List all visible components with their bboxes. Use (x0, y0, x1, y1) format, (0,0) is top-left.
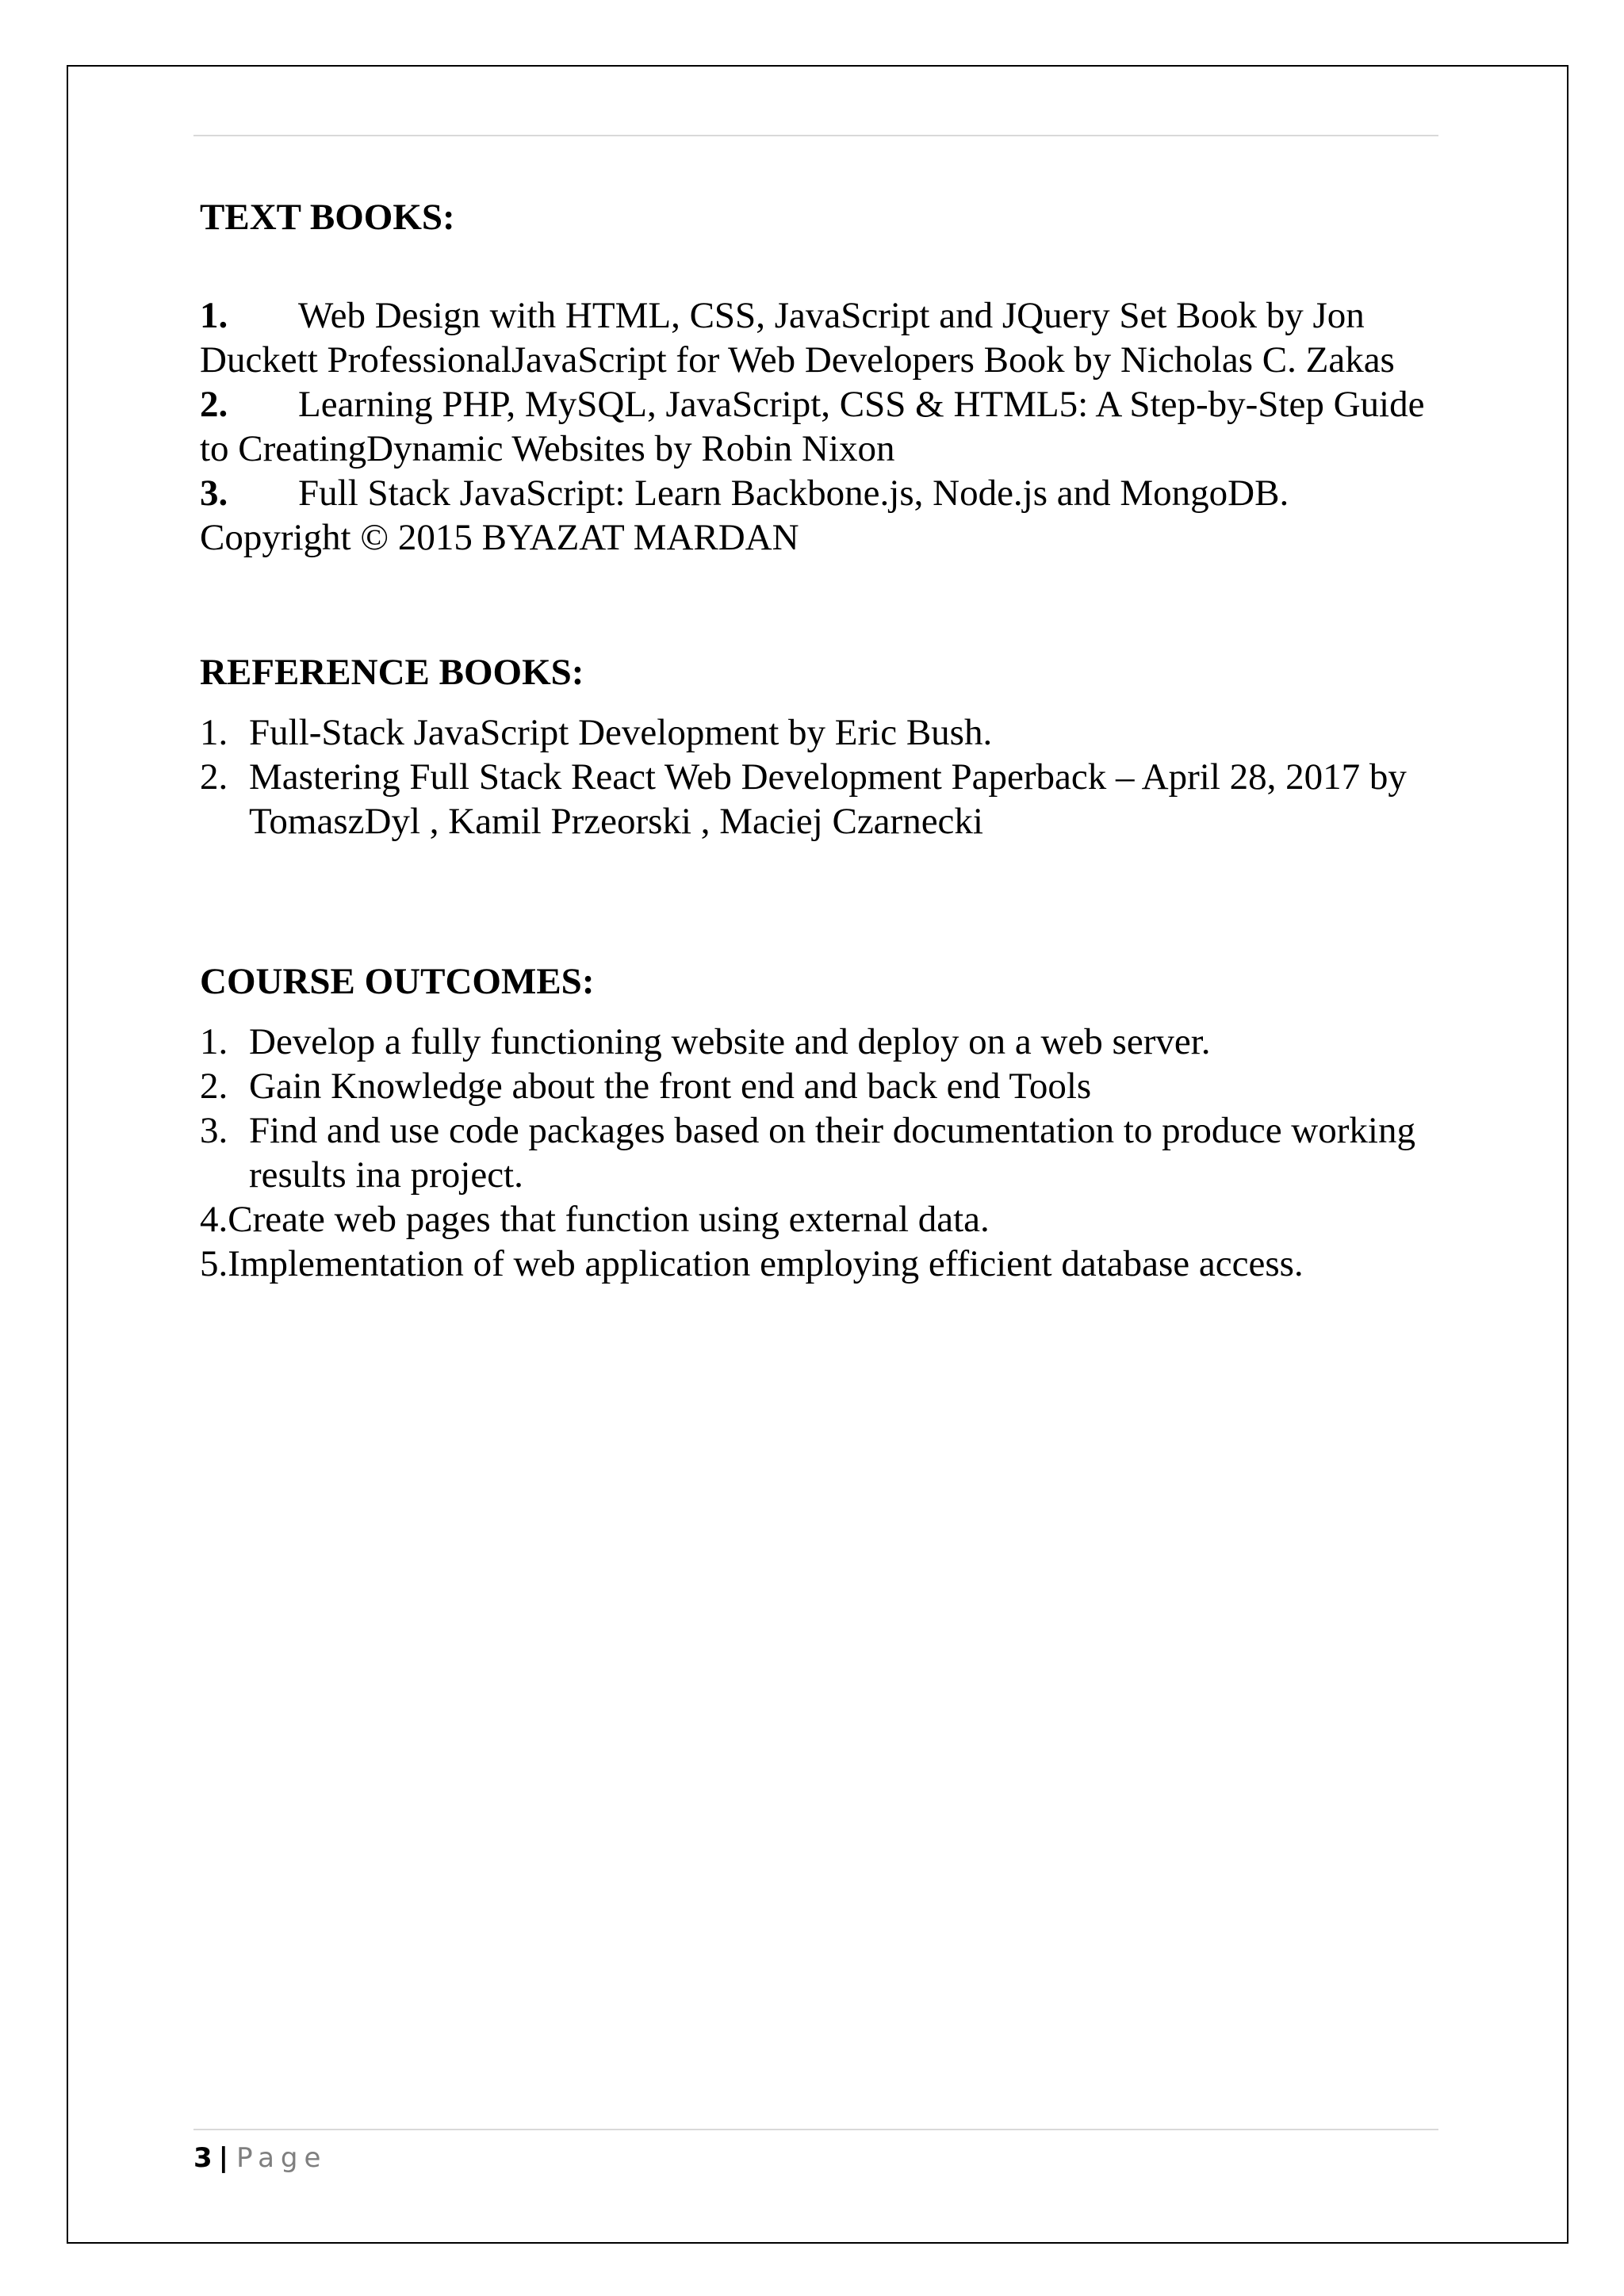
course-outcome-item (200, 1020, 1437, 1064)
reference-books-list (200, 710, 1437, 844)
footer-rule (193, 2129, 1438, 2130)
text-book-item (200, 293, 1437, 382)
text-book-text: Full Stack JavaScript: Learn Backbone.js, Node.js and MongoDB. Copyright © 2015 BYAZAT MARDAN (200, 473, 1289, 558)
reference-book-item (200, 710, 1437, 755)
text-book-item (200, 471, 1437, 560)
course-outcome-text: Gain Knowledge about the front end and back end Tools (249, 1066, 1092, 1107)
reference-book-text: Full-Stack JavaScript Development by Eric Bush. (249, 712, 993, 753)
page-number: 3 (193, 2142, 213, 2174)
text-book-text: Learning PHP, MySQL, JavaScript, CSS & HTML5: A Step-by-Step Guide to CreatingDynamic Websites by Robin Nixon (200, 384, 1425, 469)
page-label: Page (236, 2142, 327, 2174)
course-outcomes-heading: COURSE OUTCOMES: (200, 961, 595, 1002)
reference-book-number: 2. (200, 756, 228, 798)
course-outcome-item: 4.Create web pages that function using external data. (200, 1199, 990, 1240)
course-outcome-item (200, 1108, 1437, 1197)
text-book-number: 2. (200, 384, 228, 425)
header-rule (193, 135, 1438, 136)
course-outcome-text: Find and use code packages based on their documentation to produce working results ina project. (249, 1110, 1415, 1196)
page-content (200, 195, 1437, 1286)
text-book-number: 3. (200, 473, 228, 514)
footer-separator: | (218, 2142, 229, 2174)
course-outcome-item (200, 1064, 1437, 1108)
course-outcome-text: Develop a fully functioning website and deploy on a web server. (249, 1021, 1211, 1062)
text-books-heading: TEXT BOOKS: (200, 197, 455, 238)
reference-books-heading: REFERENCE BOOKS: (200, 652, 584, 693)
reference-book-text: Mastering Full Stack React Web Development Paperback – April 28, 2017 by TomaszDyl , Kamil Przeorski , Maciej Czarnecki (249, 756, 1407, 842)
text-book-text: Web Design with HTML, CSS, JavaScript and JQuery Set Book by Jon Duckett ProfessionalJavaScript for Web Developers Book by Nicholas C. Zakas (200, 295, 1395, 381)
course-outcome-number: 3. (200, 1110, 228, 1151)
text-book-item (200, 382, 1437, 471)
course-outcomes-list (200, 1020, 1437, 1286)
text-book-number: 1. (200, 295, 228, 336)
reference-book-item (200, 755, 1437, 844)
reference-book-number: 1. (200, 712, 228, 753)
course-outcome-number: 2. (200, 1066, 228, 1107)
course-outcome-item: 5.Implementation of web application employing efficient database access. (200, 1243, 1304, 1284)
page-footer (193, 2141, 327, 2175)
course-outcome-number: 1. (200, 1021, 228, 1062)
text-books-list (200, 293, 1437, 560)
